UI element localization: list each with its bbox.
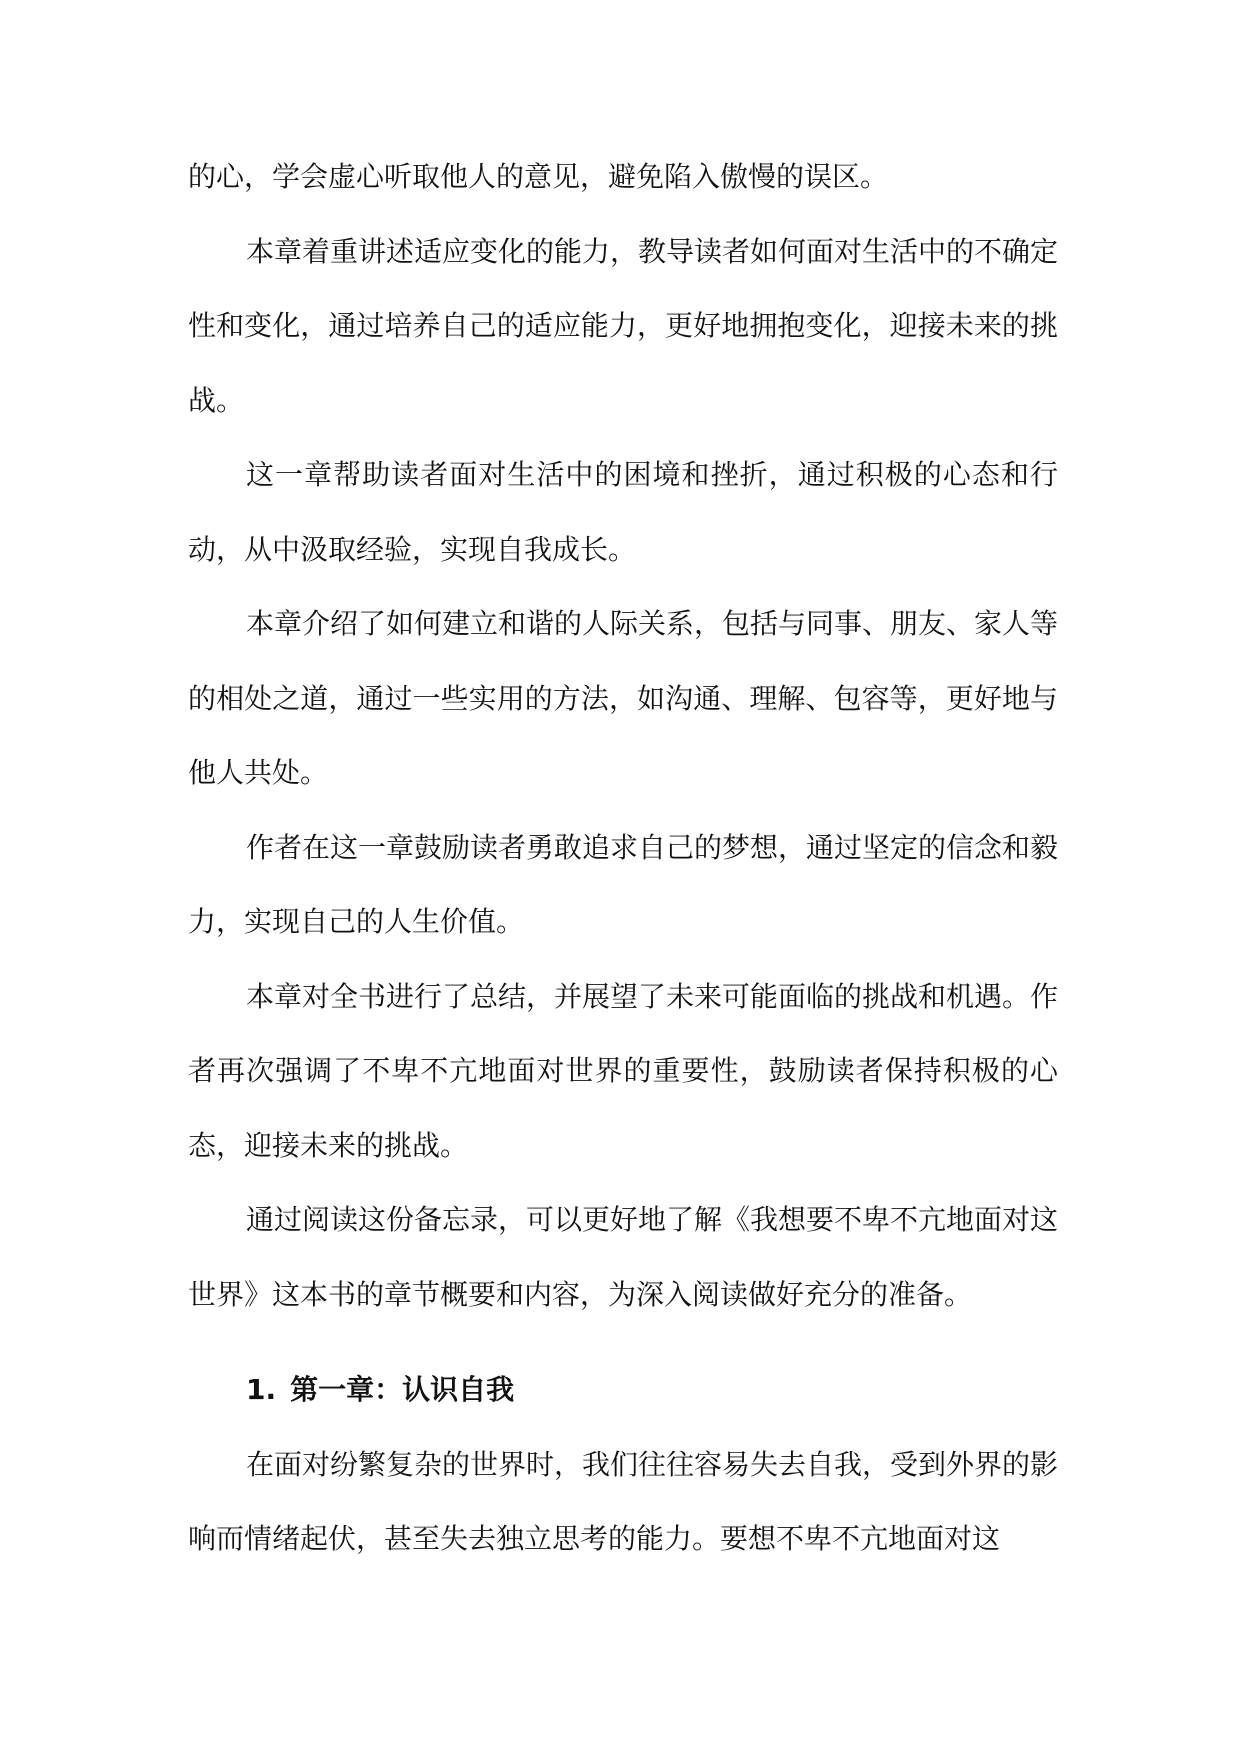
paragraph-dreams: 作者在这一章鼓励读者勇敢追求自己的梦想，通过坚定的信念和毅力，实现自己的人生价值。	[188, 830, 1059, 938]
paragraph-self-awareness: 在面对纷繁复杂的世界时，我们往往容易失去自我，受到外界的影响而情绪起伏，甚至失去独立思考的能力。要想不卑不亢地面对这	[188, 1447, 1059, 1555]
paragraph-summary: 本章对全书进行了总结，并展望了未来可能面临的挑战和机遇。作者再次强调了不卑不亢地面对世界的重要性，鼓励读者保持积极的心态，迎接未来的挑战。	[188, 979, 1059, 1162]
paragraph-adversity: 这一章帮助读者面对生活中的困境和挫折，通过积极的心态和行动，从中汲取经验，实现自我成长。	[188, 458, 1058, 566]
document-body	[188, 140, 1058, 1577]
paragraph-conclusion: 通过阅读这份备忘录，可以更好地了解《我想要不卑不亢地面对这世界》这本书的章节概要和内容，为深入阅读做好充分的准备。	[188, 1203, 1059, 1311]
paragraph-relationships: 本章介绍了如何建立和谐的人际关系，包括与同事、朋友、家人等的相处之道，通过一些实用的方法，如沟通、理解、包容等，更好地与他人共处。	[188, 607, 1059, 789]
section-heading-title: 第一章：认识自我	[290, 1373, 515, 1406]
section-heading	[188, 1353, 1058, 1428]
section-heading-number: 1.	[246, 1373, 277, 1406]
paragraph-continuation: 的心，学会虚心听取他人的意见，避免陷入傲慢的误区。	[188, 160, 889, 193]
paragraph-adapt-change: 本章着重讲述适应变化的能力，教导读者如何面对生活中的不确定性和变化，通过培养自己的适应能力，更好地拥抱变化，迎接未来的挑战。	[188, 234, 1059, 417]
